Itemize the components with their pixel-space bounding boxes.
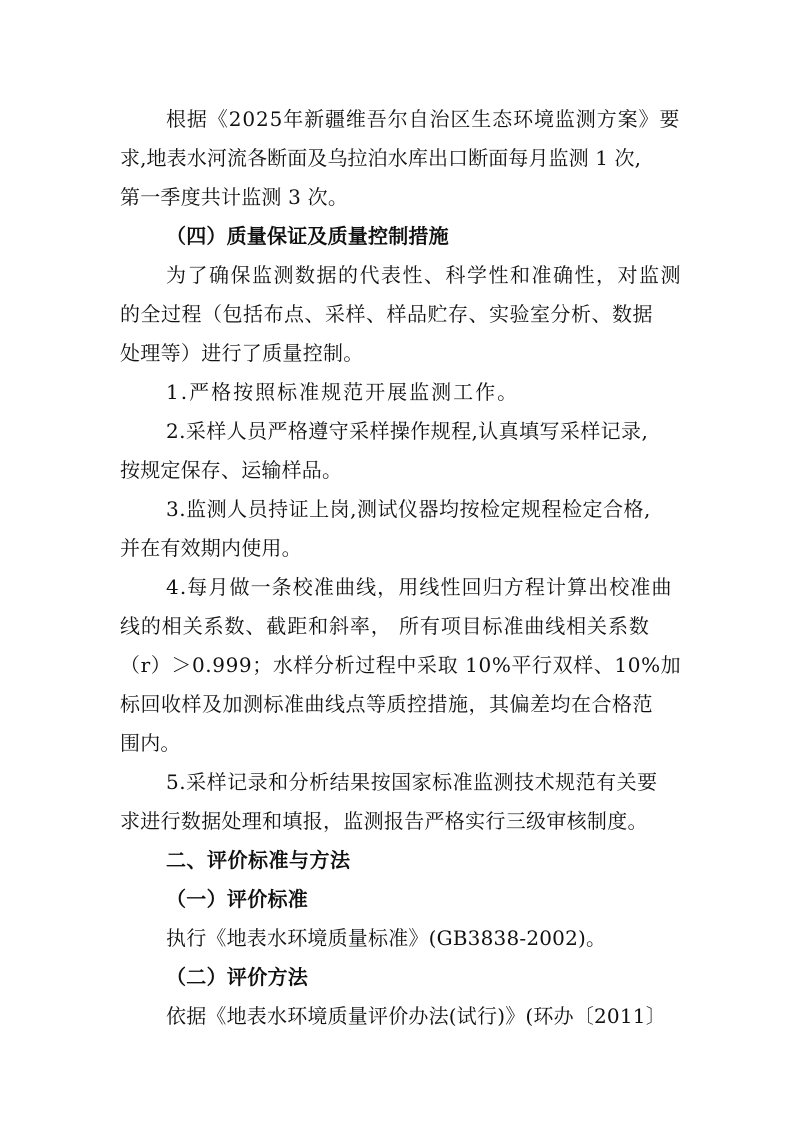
list-item-3-line-2: 并在有效期内使用。 <box>120 536 302 560</box>
paragraph-line-2: 求,地表水河流各断面及乌拉泊水库出口断面每月监测 1 次, <box>120 146 642 170</box>
list-item-2-line-2: 按规定保存、运输样品。 <box>120 458 343 482</box>
method-text: 依据《地表水环境质量评价办法(试行)》(环办〔2011〕 <box>166 1004 666 1028</box>
standard-text: 执行《地表水环境质量标准》(GB3838-2002)。 <box>166 926 607 950</box>
section-heading-quality-control: （四）质量保证及质量控制措施 <box>166 224 449 248</box>
list-item-5-line-1: 5.采样记录和分析结果按国家标准监测技术规范有关要 <box>166 770 658 794</box>
list-item-4-line-4: 标回收样及加测标准曲线点等质控措施，其偏差均在合格范 <box>120 692 653 716</box>
list-item-2-line-1: 2.采样人员严格遵守采样操作规程,认真填写采样记录, <box>166 419 649 443</box>
section-heading-evaluation: 二、评价标准与方法 <box>166 848 351 872</box>
list-item-3-line-1: 3.监测人员持证上岗,测试仪器均按检定规程检定合格, <box>166 497 651 521</box>
list-item-4-line-3: （r）＞0.999；水样分析过程中采取 10%平行双样、10%加 <box>120 653 682 677</box>
paragraph-line-7: 处理等）进行了质量控制。 <box>120 341 364 365</box>
list-item-4-line-2: 线的相关系数、截距和斜率， 所有项目标准曲线相关系数 <box>120 614 650 638</box>
paragraph-line-5: 为了确保监测数据的代表性、科学性和准确性，对监测 <box>166 263 682 287</box>
list-item-4-line-1: 4.每月做一条校准曲线，用线性回归方程计算出校准曲 <box>166 575 673 599</box>
list-item-5-line-2: 求进行数据处理和填报，监测报告严格实行三级审核制度。 <box>120 809 648 833</box>
list-item-4-line-5: 围内。 <box>120 731 181 755</box>
paragraph-line-6: 的全过程（包括布点、采样、样品贮存、实验室分析、数据 <box>120 302 653 326</box>
subsection-heading-method: （二）评价方法 <box>166 965 309 989</box>
paragraph-line-3: 第一季度共计监测 3 次。 <box>120 185 349 209</box>
list-item-1: 1.严格按照标准规范开展监测工作。 <box>166 380 520 404</box>
subsection-heading-standard: （一）评价标准 <box>166 887 309 911</box>
paragraph-line-1: 根据《2025年新疆维吾尔自治区生态环境监测方案》要 <box>166 107 681 131</box>
